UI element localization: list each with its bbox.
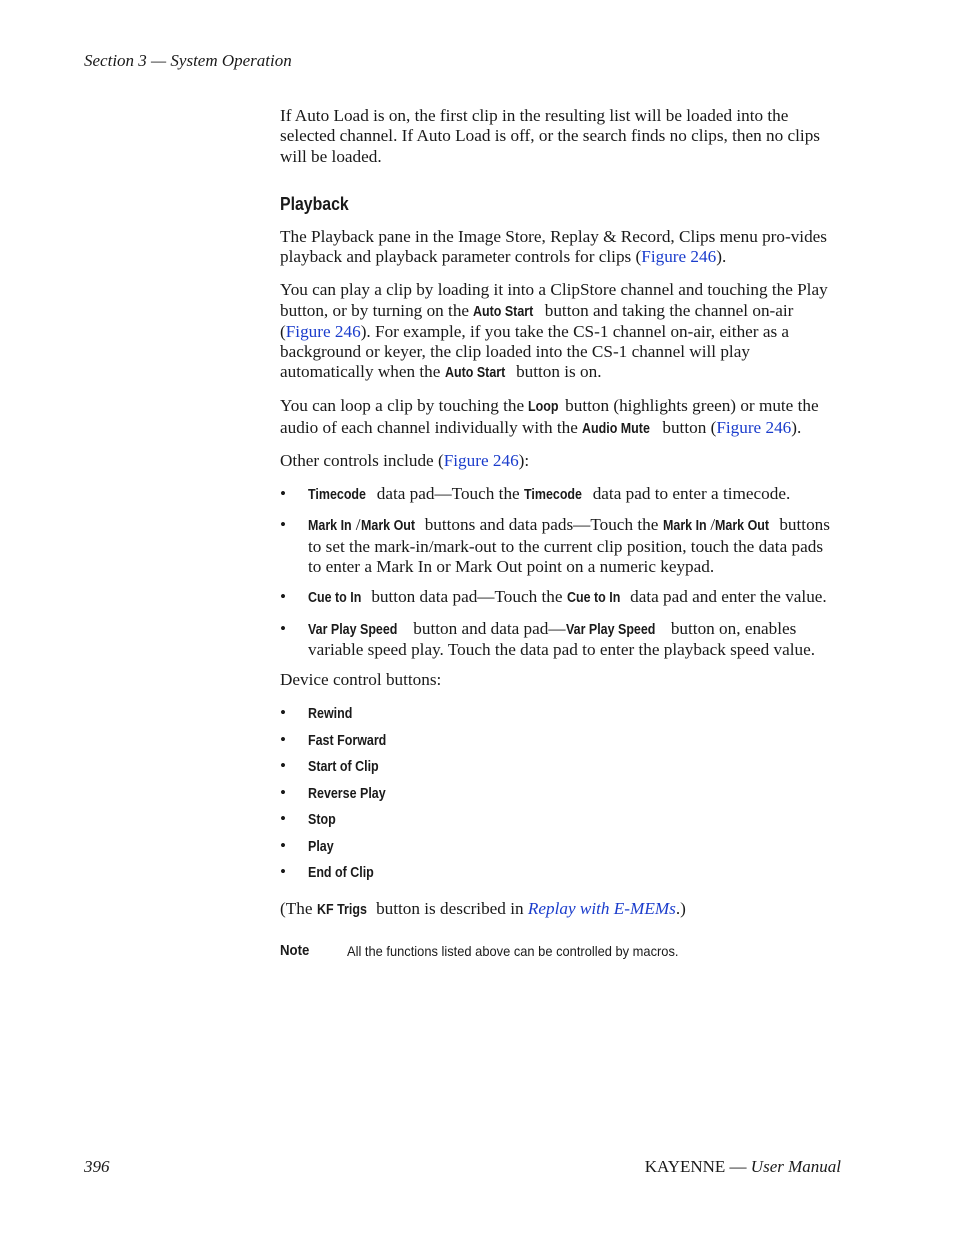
list-item <box>280 836 840 863</box>
list-item <box>280 703 840 730</box>
page-number: 396 <box>84 1157 110 1176</box>
list-item <box>280 783 840 810</box>
ui-term: Fast Forward <box>308 732 387 749</box>
footer-separator: — <box>725 1157 751 1176</box>
device-intro: Device control buttons: <box>280 670 442 690</box>
controls-list <box>280 484 840 660</box>
ui-term: Mark In <box>308 518 352 535</box>
text-run: button data pad—Touch the <box>367 587 567 607</box>
list-item <box>280 756 840 783</box>
note-label: Note <box>280 941 310 959</box>
list-item <box>280 587 840 608</box>
text-run: button on, enables variable speed play. Touch the data pad to enter the playback speed value. <box>308 618 816 659</box>
ui-term: Timecode <box>308 487 366 504</box>
text-run: buttons and data pads—Touch the <box>420 515 663 535</box>
ui-term: Var Play Speed <box>565 621 655 638</box>
text-run: button is on. <box>511 362 602 382</box>
ui-term: Rewind <box>308 706 353 723</box>
manual-title: User Manual <box>750 1157 841 1176</box>
text-run: button is described in <box>371 898 528 918</box>
cross-reference-link[interactable]: Replay with E-MEMs <box>527 898 676 918</box>
ui-term: Auto Start <box>444 365 505 382</box>
figure-link[interactable]: Figure 246 <box>716 417 792 437</box>
ui-term: Timecode <box>523 487 582 504</box>
ui-term: KF Trigs <box>316 901 367 918</box>
text-run: Other controls include ( <box>280 451 444 471</box>
text-run: (The <box>280 898 317 918</box>
text-run: The Playback pane in the Image Store, Replay & Record, Clips menu pro-vides playback and playback parameter controls for clips ( <box>280 227 827 267</box>
running-header: Section 3 — System Operation <box>84 51 292 70</box>
product-name: KAYENNE <box>644 1157 726 1176</box>
text-run: button and taking the channel on-air ( <box>280 300 794 341</box>
figure-link[interactable]: Figure 246 <box>641 247 717 267</box>
ui-term: Play <box>308 838 334 855</box>
ui-term: Auto Start <box>473 303 534 320</box>
running-footer <box>645 1157 841 1177</box>
kf-trigs-paragraph <box>280 899 840 920</box>
list-item <box>280 484 840 505</box>
ui-term: End of Clip <box>308 865 374 882</box>
figure-link[interactable]: Figure 246 <box>443 451 519 471</box>
ui-term: Mark Out <box>715 518 770 535</box>
list-item <box>280 809 840 836</box>
intro-paragraph: If Auto Load is on, the first clip in the resulting list will be loaded into the selected channel. If Auto Load is off, or the search finds no clips, then no clips will be loaded. <box>280 106 820 166</box>
text-run: You can loop a clip by touching the <box>280 396 529 416</box>
ui-term: Mark Out <box>360 518 415 535</box>
text-run: buttons to set the mark-in/mark-out to the current clip position, touch the data pads to enter a Mark In or Mark Out point on a numeric keypad. <box>308 515 830 577</box>
playback-paragraph-3 <box>280 396 840 439</box>
note-block <box>280 941 840 961</box>
ui-term: Stop <box>308 812 336 829</box>
playback-paragraph-2 <box>280 280 840 383</box>
text-run: data pad—Touch the <box>372 484 524 504</box>
list-item <box>280 862 840 889</box>
text-run: ): <box>518 451 530 471</box>
ui-term: Start of Clip <box>308 759 379 776</box>
text-run: button and data pad— <box>408 618 566 638</box>
text-run: button (highlights green) or mute the audio of each channel individually with the <box>280 396 819 437</box>
ui-term: Var Play Speed <box>308 621 398 638</box>
note-text: All the functions listed above can be controlled by macros. <box>347 942 679 959</box>
playback-paragraph-1 <box>280 227 840 268</box>
text-run: data pad and enter the value. <box>625 587 827 607</box>
ui-term: Loop <box>528 399 559 416</box>
list-item <box>280 619 840 661</box>
text-run: ). For example, if you take the CS-1 channel on-air, either as a background or keyer, the clip loaded into the CS-1 channel will play automatically when the <box>280 321 790 382</box>
text-run: / <box>710 515 716 535</box>
text-run: button ( <box>658 417 717 437</box>
ui-term: Audio Mute <box>582 420 651 437</box>
list-item <box>280 730 840 757</box>
playback-paragraph-4 <box>280 451 840 471</box>
ui-term: Cue to In <box>566 590 621 607</box>
ui-term: Mark In <box>662 518 707 535</box>
figure-link[interactable]: Figure 246 <box>285 321 361 341</box>
ui-term: Reverse Play <box>308 785 386 802</box>
text-run: ). <box>791 417 802 437</box>
text-run: You can play a clip by loading it into a ClipStore channel and touching the Play button, or by turning on the <box>280 280 828 320</box>
section-heading: Playback <box>280 193 349 214</box>
text-run: data pad to enter a timecode. <box>588 484 791 504</box>
text-run: ). <box>716 247 727 267</box>
text-run: .) <box>675 898 686 918</box>
page-body <box>280 106 840 961</box>
list-item <box>280 515 840 577</box>
text-run: / <box>355 515 361 535</box>
ui-term: Cue to In <box>308 590 362 607</box>
device-buttons-list <box>280 703 840 889</box>
